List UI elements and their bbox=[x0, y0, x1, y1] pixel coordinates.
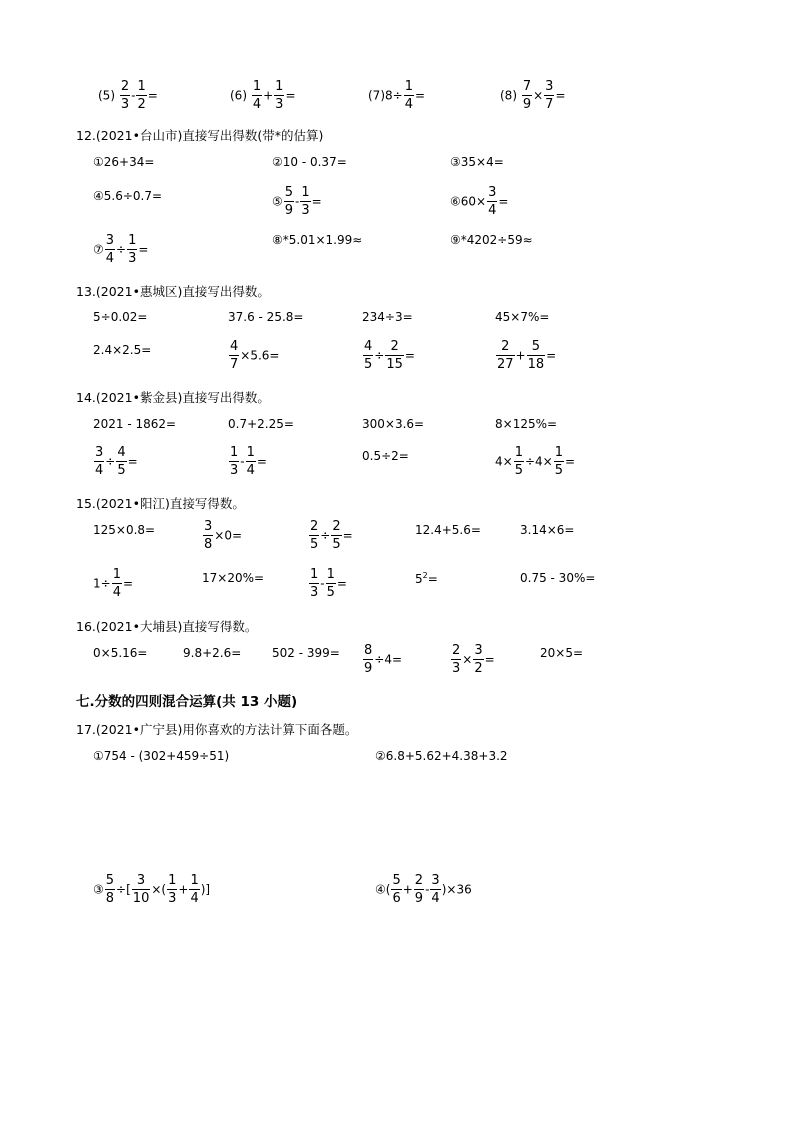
q13-g: $\frac{4}{5}$ ÷ $\frac{2}{15}$ = bbox=[364, 339, 415, 372]
q16-d: $\frac{8}{9}$ ÷4= bbox=[364, 643, 403, 676]
q14-b: 0.7+2.25= bbox=[228, 417, 294, 431]
q12-a: ①26+34= bbox=[93, 155, 155, 169]
q13-e: 2.4×2.5= bbox=[93, 343, 152, 357]
q17-b: ②6.8+5.62+4.38+3.2 bbox=[375, 749, 508, 763]
q15-h: $\frac{1}{3}$ - $\frac{1}{5}$ = bbox=[310, 567, 347, 600]
q13-f: $\frac{4}{7}$ ×5.6= bbox=[230, 339, 280, 372]
q15-c: $\frac{2}{5}$ ÷ $\frac{2}{5}$ = bbox=[310, 519, 353, 552]
q13-a: 5÷0.02= bbox=[93, 310, 148, 324]
q15-f: 1÷ $\frac{1}{4}$ = bbox=[93, 567, 134, 600]
q16-e: $\frac{2}{3}$ × $\frac{3}{2}$ = bbox=[452, 643, 495, 676]
q13-d: 45×7%= bbox=[495, 310, 550, 324]
q13-c: 234÷3= bbox=[362, 310, 413, 324]
expr-5: (5) $\frac{2}{3}$ - $\frac{1}{2}$ = bbox=[98, 79, 158, 112]
expr-6: (6) $\frac{1}{4}$ + $\frac{1}{3}$ = bbox=[230, 79, 296, 112]
section-7-title: 七.分数的四则混合运算(共 13 小题) bbox=[76, 694, 298, 710]
q13-h: $\frac{2}{27}$ + $\frac{5}{18}$ = bbox=[497, 339, 557, 372]
q15-d: 12.4+5.6= bbox=[415, 523, 481, 537]
q12-g: ⑦ $\frac{3}{4}$ ÷ $\frac{1}{3}$ = bbox=[93, 233, 149, 266]
q13-title: 13.(2021•惠城区)直接写出得数。 bbox=[76, 284, 270, 299]
q15-j: 0.75 - 30%= bbox=[520, 571, 596, 585]
q15-g: 17×20%= bbox=[202, 571, 265, 585]
q13-b: 37.6 - 25.8= bbox=[228, 310, 304, 324]
q15-a: 125×0.8= bbox=[93, 523, 156, 537]
q12-title: 12.(2021•台山市)直接写出得数(带*的估算) bbox=[76, 128, 324, 143]
q17-title: 17.(2021•广宁县)用你喜欢的方法计算下面各题。 bbox=[76, 722, 358, 737]
q16-b: 9.8+2.6= bbox=[183, 646, 242, 660]
q12-h: ⑧*5.01×1.99≈ bbox=[272, 233, 363, 247]
q12-f: ⑥60× $\frac{3}{4}$ = bbox=[450, 185, 509, 218]
q15-i: $5^2=$ bbox=[415, 571, 438, 586]
q17-a: ①754 - (302+459÷51) bbox=[93, 749, 230, 763]
q14-a: 2021 - 1862= bbox=[93, 417, 177, 431]
q12-c: ③35×4= bbox=[450, 155, 504, 169]
q14-g: 0.5÷2= bbox=[362, 449, 409, 463]
q14-h: 4× $\frac{1}{5}$ ÷4× $\frac{1}{5}$ = bbox=[495, 445, 576, 478]
q17-d: ④( $\frac{5}{6}$ + $\frac{2}{9}$ - $\frac{3}{4}$ )×36 bbox=[375, 873, 472, 906]
q16-f: 20×5= bbox=[540, 646, 584, 660]
q14-title: 14.(2021•紫金县)直接写出得数。 bbox=[76, 390, 270, 405]
q12-e: ⑤ $\frac{5}{9}$ - $\frac{1}{3}$ = bbox=[272, 185, 322, 218]
q16-title: 16.(2021•大埔县)直接写得数。 bbox=[76, 619, 258, 634]
q14-c: 300×3.6= bbox=[362, 417, 425, 431]
q12-d: ④5.6÷0.7= bbox=[93, 189, 163, 203]
q14-e: $\frac{3}{4}$ ÷ $\frac{4}{5}$ = bbox=[95, 445, 138, 478]
q15-e: 3.14×6= bbox=[520, 523, 575, 537]
expr-7: (7)8÷ $\frac{1}{4}$ = bbox=[368, 79, 426, 112]
q12-b: ②10 - 0.37= bbox=[272, 155, 347, 169]
expr-8: (8) $\frac{7}{9}$ × $\frac{3}{7}$ = bbox=[500, 79, 566, 112]
q15-b: $\frac{3}{8}$ ×0= bbox=[204, 519, 243, 552]
q16-c: 502 - 399= bbox=[272, 646, 340, 660]
q14-f: $\frac{1}{3}$ - $\frac{1}{4}$ = bbox=[230, 445, 267, 478]
q14-d: 8×125%= bbox=[495, 417, 558, 431]
q17-c: ③ $\frac{5}{8}$ ÷[ $\frac{3}{10}$ ×( $\frac{1}{3}$ + $\frac{1}{4}$ )] bbox=[93, 873, 211, 906]
q15-title: 15.(2021•阳江)直接写得数。 bbox=[76, 496, 245, 511]
q12-i: ⑨*4202÷59≈ bbox=[450, 233, 533, 247]
q16-a: 0×5.16= bbox=[93, 646, 148, 660]
